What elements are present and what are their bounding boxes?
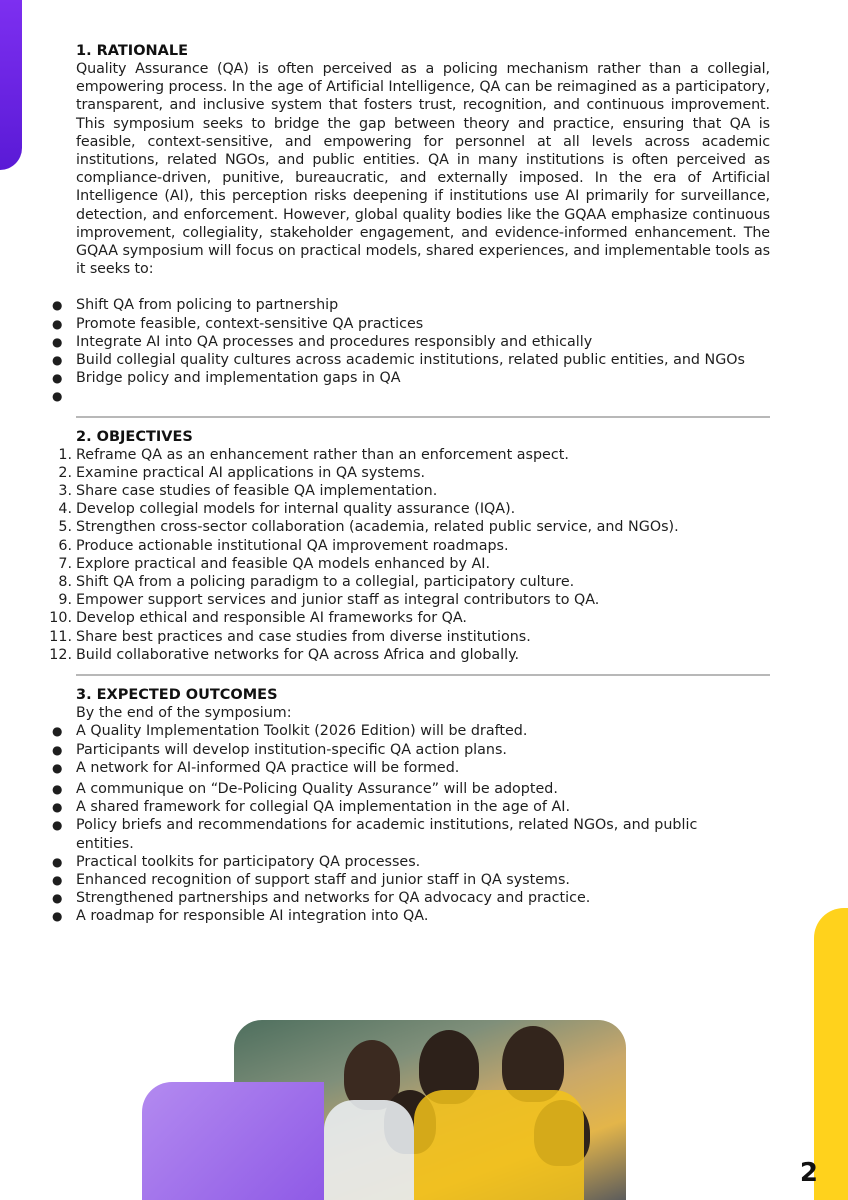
yellow-accent-bar [814,908,848,1200]
list-item: ● Bridge policy and implementation gaps in QA [52,370,401,387]
purple-accent-bar [0,0,22,170]
list-item: 6. Produce actionable institutional QA improvement roadmaps. [58,537,509,554]
photo-white-shirt [324,1100,414,1200]
rationale-bullet-list [52,296,770,405]
list-item: 4. Develop collegial models for internal quality assurance (IQA). [58,501,516,518]
list-item: 2. Examine practical AI applications in QA systems. [58,464,426,481]
photo-yellow-shirts [414,1090,584,1200]
rationale-heading: 1. RATIONALE [76,43,189,59]
bullet-icon: ● [52,891,63,906]
list-item: 12. Build collaborative networks for QA across Africa and globally. [49,646,520,663]
page-number: 2 [799,1158,818,1188]
objectives-list [49,446,770,664]
list-item: ● Participants will develop institution-specific QA action plans. [52,741,507,758]
list-item: ● A roadmap for responsible AI integration into QA. [52,908,429,925]
list-item: ● Shift QA from policing to partnership [52,297,339,314]
bullet-icon: ● [52,872,63,887]
bullet-icon: ● [52,800,63,815]
list-item: ● Build collegial quality cultures across academic institutions, related public entities, and NGOs [52,352,745,369]
bullet-icon: ● [52,334,63,349]
outcomes-heading: 3. EXPECTED OUTCOMES [76,687,278,704]
list-item: ● A Quality Implementation Toolkit (2026 Edition) will be drafted. [52,723,528,740]
list-item [52,387,770,405]
list-item: ● Practical toolkits for participatory QA processes. [52,853,421,870]
list-item: ● A communique on “De-Policing Quality Assurance” will be adopted. [52,780,558,797]
list-item: ● Integrate AI into QA processes and procedures responsibly and ethically [52,333,593,350]
list-item: 1. Reframe QA as an enhancement rather than an enforcement aspect. [58,446,569,463]
bullet-icon: ● [52,389,63,404]
bullet-icon: ● [52,909,63,924]
list-item: 9. Empower support services and junior staff as integral contributors to QA. [58,592,600,609]
bullet-icon: ● [52,742,63,757]
list-item: ● Enhanced recognition of support staff and junior staff in QA systems. [52,871,570,888]
list-item: 5. Strengthen cross-sector collaboration (academia, related public service, and NGOs). [58,519,679,536]
list-item: ● Strengthened partnerships and networks for QA advocacy and practice. [52,890,591,907]
section-divider [76,416,770,418]
list-item: 10. Develop ethical and responsible AI frameworks for QA. [49,610,467,627]
outcomes-bullet-list [52,722,770,925]
document-body [49,42,770,926]
list-item: 8. Shift QA from a policing paradigm to a collegial, participatory culture. [58,574,575,591]
rationale-paragraph: Quality Assurance (QA) is often perceived as a policing mechanism rather than a collegial, empowering process. In the age of Artificial Intelligence, QA can be reimagined as a participatory, transparent, and inclusive system that fosters trust, recognition, and continuous improvement. This symposium seeks to bridge the gap between theory and practice, ensuring that QA is feasible, context-sensitive, and empowering for personnel at all levels across academic institutions, related NGOs, and public entities. QA in many institutions is often perceived as compliance-driven, punitive, bureaucratic, and externally imposed. In the era of Artificial Intelligence (AI), this perception risks deepening if institutions use AI primarily for surveillance, detection, and enforcement. However, global quality bodies like the GQAA emphasize continuous improvement, collegiality, stakeholder engagement, and evidence-informed enhancement. The GQAA symposium will focus on practical models, shared experiences, and implementable tools as it seeks to: [76,61,770,278]
list-item: 11. Share best practices and case studies from diverse institutions. [49,628,531,645]
list-item: ● Policy briefs and recommendations for academic institutions, related NGOs, and public entities. [52,817,698,852]
bullet-icon: ● [52,353,63,368]
bullet-icon: ● [52,818,63,833]
list-item: 7. Explore practical and feasible QA models enhanced by AI. [58,555,491,572]
bullet-icon: ● [52,298,63,313]
objectives-heading: 2. OBJECTIVES [76,428,193,445]
bullet-icon: ● [52,724,63,739]
bullet-icon: ● [52,316,63,331]
bullet-icon: ● [52,781,63,796]
list-item: ● A network for AI-informed QA practice will be formed. [52,759,460,776]
list-item: ● A shared framework for collegial QA implementation in the age of AI. [52,799,571,816]
section-divider [76,674,770,676]
bullet-icon: ● [52,371,63,386]
outcomes-intro: By the end of the symposium: [76,705,292,722]
bullet-icon: ● [52,854,63,869]
bullet-icon: ● [52,760,63,775]
list-item: ● Promote feasible, context-sensitive QA practices [52,315,424,332]
list-item: 3. Share case studies of feasible QA implementation. [58,483,438,500]
purple-overlay-block [142,1082,324,1200]
